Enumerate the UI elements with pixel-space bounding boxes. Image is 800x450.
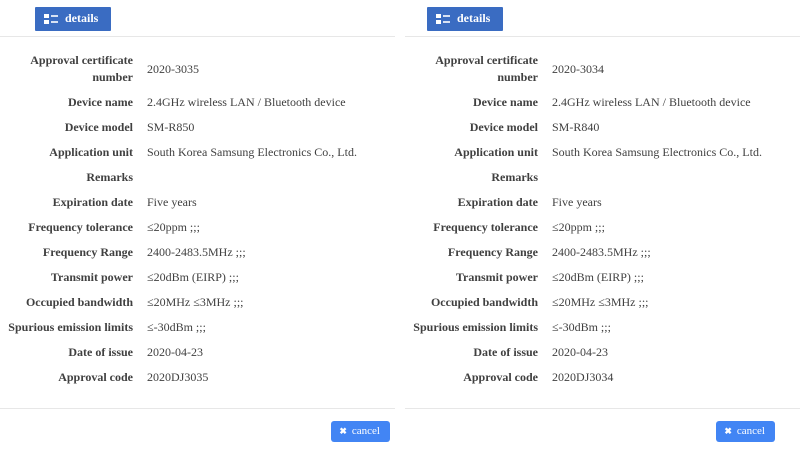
cancel-button[interactable] <box>331 421 390 442</box>
field-value: ≤20MHz ≤3MHz ;;; <box>147 295 244 309</box>
field-row <box>0 240 395 265</box>
details-button[interactable] <box>35 7 111 31</box>
field-value: 2020DJ3035 <box>147 370 209 384</box>
fields-list <box>0 37 395 408</box>
field-label: Approval code <box>58 370 133 384</box>
field-value: 2020-3034 <box>552 61 604 76</box>
field-value: 2400-2483.5MHz ;;; <box>552 245 651 259</box>
field-row <box>405 190 800 215</box>
field-row <box>405 140 800 165</box>
field-row <box>405 265 800 290</box>
field-row <box>0 90 395 115</box>
field-row <box>405 290 800 315</box>
field-label: Approval certificate number <box>435 53 538 84</box>
field-value: SM-R840 <box>552 120 600 134</box>
field-value: ≤-30dBm ;;; <box>147 320 206 334</box>
field-label: Application unit <box>454 145 538 159</box>
details-panel-right <box>405 0 800 450</box>
panel-header <box>405 0 800 36</box>
field-row <box>0 215 395 240</box>
list-icon <box>44 13 58 25</box>
field-row <box>405 165 800 190</box>
field-label: Frequency tolerance <box>28 220 133 234</box>
field-row <box>0 365 395 390</box>
field-label: Expiration date <box>457 195 538 209</box>
panel-header <box>0 0 395 36</box>
field-value: ≤20dBm (EIRP) ;;; <box>552 270 644 284</box>
field-row <box>405 90 800 115</box>
field-value: 2020-04-23 <box>552 345 608 359</box>
field-label: Device name <box>68 95 133 109</box>
details-button-label: details <box>65 11 99 25</box>
field-label: Expiration date <box>52 195 133 209</box>
field-value: Five years <box>552 195 602 209</box>
field-row <box>405 240 800 265</box>
field-value: ≤20ppm ;;; <box>147 220 200 234</box>
field-value: ≤-30dBm ;;; <box>552 320 611 334</box>
field-label: Spurious emission limits <box>8 320 133 334</box>
field-label: Transmit power <box>455 270 538 284</box>
field-row <box>405 315 800 340</box>
field-label: Spurious emission limits <box>413 320 538 334</box>
field-row <box>0 190 395 215</box>
field-label: Device name <box>473 95 538 109</box>
close-icon: ✖ <box>724 425 732 436</box>
cancel-button-label: cancel <box>736 425 765 437</box>
details-button[interactable] <box>427 7 503 31</box>
field-label: Remarks <box>491 170 538 184</box>
field-label: Frequency Range <box>42 245 133 259</box>
details-button-label: details <box>457 11 491 25</box>
field-row <box>0 140 395 165</box>
fields-list <box>405 37 800 408</box>
panel-footer <box>0 409 395 450</box>
field-value: South Korea Samsung Electronics Co., Ltd. <box>147 145 357 159</box>
field-row <box>405 365 800 390</box>
field-row <box>0 315 395 340</box>
field-label: Remarks <box>86 170 133 184</box>
field-row <box>405 48 800 90</box>
field-value: ≤20MHz ≤3MHz ;;; <box>552 295 649 309</box>
close-icon: ✖ <box>339 425 347 436</box>
field-row <box>0 115 395 140</box>
field-label: Transmit power <box>50 270 133 284</box>
field-row <box>405 215 800 240</box>
field-label: Date of issue <box>473 345 538 359</box>
field-row <box>0 165 395 190</box>
field-value: ≤20ppm ;;; <box>552 220 605 234</box>
field-row <box>405 115 800 140</box>
field-label: Occupied bandwidth <box>25 295 133 309</box>
field-label: Device model <box>64 120 133 134</box>
field-value: 2020-04-23 <box>147 345 203 359</box>
field-value: 2.4GHz wireless LAN / Bluetooth device <box>147 95 346 109</box>
cancel-button-label: cancel <box>351 425 380 437</box>
field-label: Date of issue <box>68 345 133 359</box>
field-value: 2020DJ3034 <box>552 370 614 384</box>
field-row <box>405 340 800 365</box>
details-panel-left <box>0 0 395 450</box>
field-value <box>147 169 395 186</box>
panel-footer <box>405 409 800 450</box>
field-value: Five years <box>147 195 197 209</box>
field-value: SM-R850 <box>147 120 195 134</box>
list-icon <box>436 13 450 25</box>
field-value: 2.4GHz wireless LAN / Bluetooth device <box>552 95 751 109</box>
field-label: Application unit <box>49 145 133 159</box>
field-row <box>0 340 395 365</box>
field-label: Frequency Range <box>447 245 538 259</box>
field-value: South Korea Samsung Electronics Co., Ltd. <box>552 145 762 159</box>
field-label: Approval certificate number <box>30 53 133 84</box>
cancel-button[interactable] <box>716 421 775 442</box>
field-value <box>552 169 800 186</box>
field-label: Approval code <box>463 370 538 384</box>
field-label: Device model <box>469 120 538 134</box>
field-value: ≤20dBm (EIRP) ;;; <box>147 270 239 284</box>
field-row <box>0 48 395 90</box>
field-label: Frequency tolerance <box>433 220 538 234</box>
field-value: 2020-3035 <box>147 61 199 76</box>
field-value: 2400-2483.5MHz ;;; <box>147 245 246 259</box>
field-row <box>0 265 395 290</box>
field-row <box>0 290 395 315</box>
field-label: Occupied bandwidth <box>430 295 538 309</box>
